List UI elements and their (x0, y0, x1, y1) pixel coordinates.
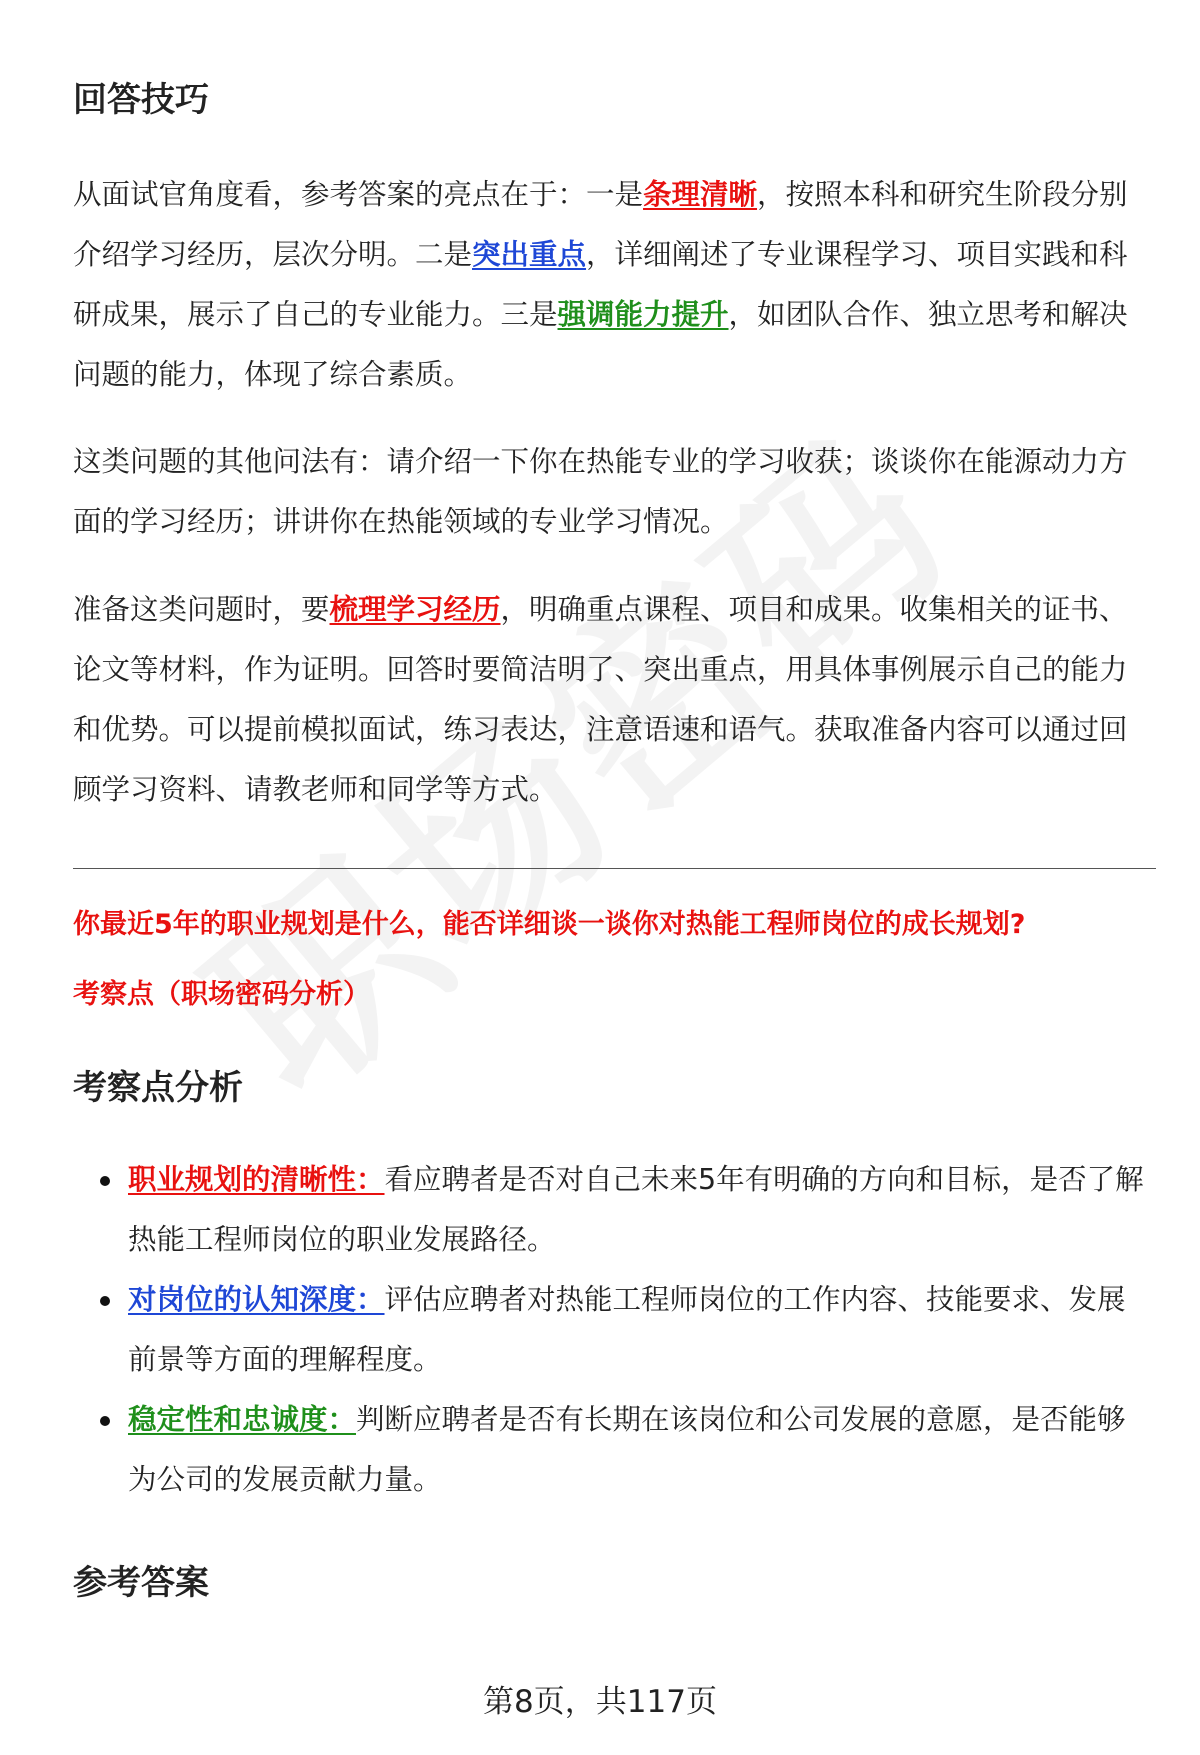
highlight-ability-improvement: 强调能力提升 (557, 298, 729, 331)
text-segment: ，如团队合作、独立思考和解决问题的能力，体现了综合素质。 (73, 298, 1128, 391)
highlight-clear-structure: 条理清晰 (643, 178, 758, 211)
item-text: 评估应聘者对热能工程师岗位的工作内容、技能要求、发展前景等方面的理解程度。 (128, 1283, 1126, 1376)
bullet-icon (100, 1176, 110, 1186)
text-segment: 准备这类问题时，要 (73, 593, 330, 626)
section-heading-reference-answer: 参考答案 (73, 1563, 209, 1603)
list-item (73, 1270, 1153, 1390)
highlight-key-points: 突出重点 (472, 238, 587, 271)
text-segment: ，按照本科和研究生阶段分别介绍学习经历，层次分明。二是 (73, 178, 1128, 271)
section-divider (73, 868, 1156, 869)
text-segment: ，明确重点课程、项目和成果。收集相关的证书、论文等材料，作为证明。回答时要简洁明了、突出重点，用具体事例展示自己的能力和优势。可以提前模拟面试，练习表达，注意语速和语气。获取准备内容可以通过回顾学习资料、请教老师和同学等方式。 (73, 593, 1128, 806)
bullet-icon (100, 1416, 110, 1426)
section-heading-analysis: 考察点分析 (73, 1068, 243, 1108)
highlight-sort-experience: 梳理学习经历 (329, 593, 501, 626)
paragraph-preparation (73, 580, 1148, 820)
text-segment: 从面试官角度看，参考答案的亮点在于：一是 (73, 178, 644, 211)
text-segment: ，详细阐述了专业课程学习、项目实践和科研成果，展示了自己的专业能力。三是 (73, 238, 1128, 331)
item-label: 对岗位的认知深度： (128, 1283, 385, 1316)
page-number: 第8页，共117页 (483, 1684, 717, 1720)
paragraph-alternative-questions: 这类问题的其他问法有：请介绍一下你在热能专业的学习收获；谈谈你在能源动力方面的学习经历；讲讲你在热能领域的专业学习情况。 (73, 445, 1128, 538)
section-heading-answer-tips: 回答技巧 (73, 80, 209, 120)
item-text: 看应聘者是否对自己未来5年有明确的方向和目标，是否了解热能工程师岗位的职业发展路径。 (128, 1163, 1144, 1256)
item-label: 职业规划的清晰性： (128, 1163, 385, 1196)
interview-question: 你最近5年的职业规划是什么，能否详细谈一谈你对热能工程师岗位的成长规划? (73, 909, 1026, 940)
bullet-icon (100, 1296, 110, 1306)
list-item (73, 1150, 1153, 1270)
question-subtitle: 考察点（职场密码分析） (73, 979, 370, 1010)
paragraph-highlights (73, 165, 1148, 405)
list-item (73, 1390, 1153, 1510)
item-label: 稳定性和忠诚度： (128, 1403, 357, 1436)
item-text: 判断应聘者是否有长期在该岗位和公司发展的意愿，是否能够为公司的发展贡献力量。 (128, 1403, 1126, 1496)
analysis-list (73, 1150, 1153, 1510)
